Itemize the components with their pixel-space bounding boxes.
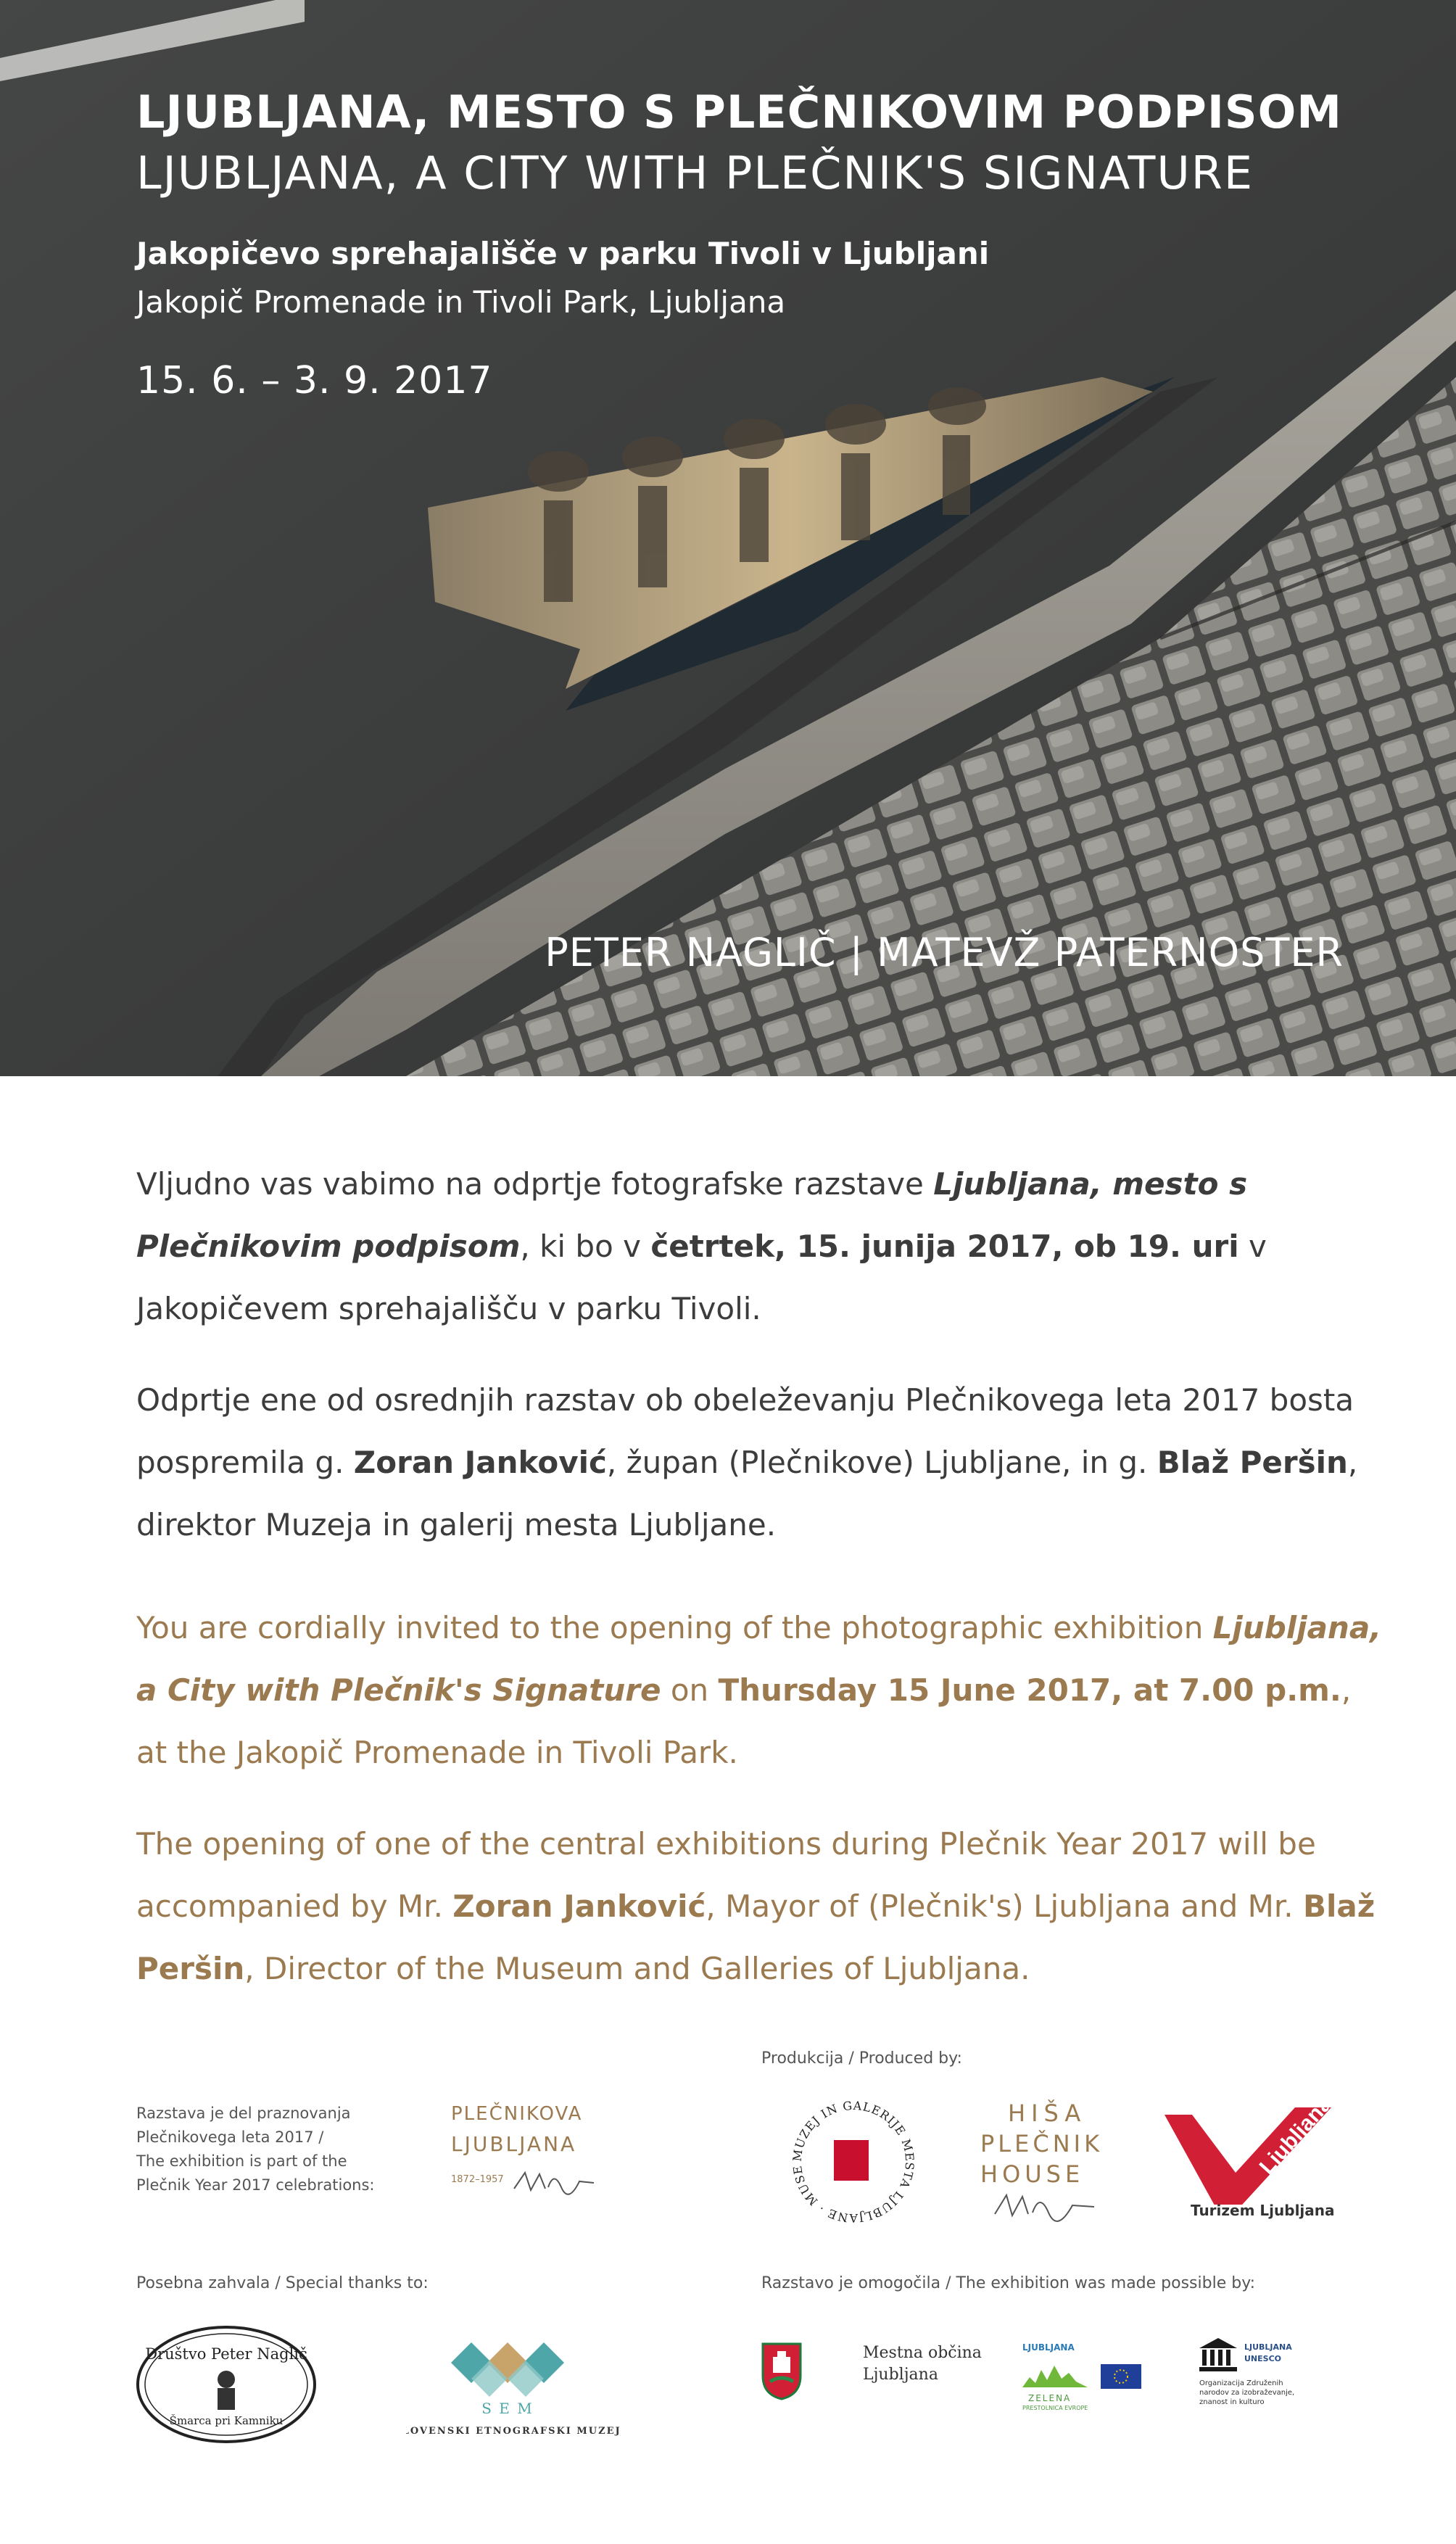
sem-name: SLOVENSKI ETNOGRAFSKI MUZEJ (406, 2426, 621, 2437)
venue-slovene: Jakopičevo sprehajališče v parku Tivoli v Ljubljani (136, 236, 990, 271)
zelena-mid: ZELENA (1028, 2393, 1072, 2403)
exhibition-title: Ljubljana, mesto s Plečnikovim podpisom (136, 1166, 1248, 1264)
invitation-english (136, 1597, 1383, 1784)
zelena-prestolnica-logo (1022, 2342, 1153, 2415)
mol-crest-logo (761, 2342, 802, 2400)
logo-line: PLEČNIKOVA (451, 2103, 583, 2125)
produced-by-caption: Produkcija / Produced by: (761, 2049, 962, 2068)
zelena-top: LJUBLJANA (1022, 2342, 1075, 2353)
mol-line2: Ljubljana (863, 2366, 938, 2384)
mgml-logo (758, 2100, 948, 2223)
note-line: Razstava je del praznovanja (136, 2105, 351, 2122)
speakers-english (136, 1813, 1383, 2000)
hisa-plecnik-logo (980, 2099, 1125, 2223)
drustvo-oval-icon (135, 2324, 318, 2445)
plecnikova-ljubljana-logo (451, 2103, 596, 2205)
logo-line: HOUSE (980, 2160, 1085, 2188)
caption-line: znanost in kulturo (1199, 2398, 1265, 2406)
text-run: The opening of one of the central exhibitions during Plečnik Year 2017 will be accompanied by Mr. (136, 1826, 1316, 1924)
plecnik-signature-icon (510, 2167, 597, 2196)
ljubljana-v-icon (1160, 2103, 1349, 2205)
invitation-slovene (136, 1153, 1383, 1340)
note-line: Plečnikovega leta 2017 / (136, 2128, 324, 2146)
unesco-line1: LJUBLJANA (1244, 2342, 1292, 2352)
unesco-city-of-literature-logo (1196, 2337, 1334, 2431)
mgml-ring-icon (758, 2100, 948, 2223)
text-run: , direktor Muzeja in galerij mesta Ljubljane. (136, 1445, 1358, 1542)
speaker-name: Zoran Janković (452, 1888, 706, 1924)
drustvo-bottom-text: Šmarca pri Kamniku (169, 2414, 284, 2427)
speaker-name: Zoran Janković (353, 1445, 607, 1480)
title-english: LJUBLJANA, A CITY WITH PLEČNIK'S SIGNATURE (136, 146, 1254, 199)
unesco-caption (1199, 2379, 1294, 2407)
opening-datetime: Thursday 15 June 2017, at 7.00 p.m. (718, 1672, 1341, 1708)
note-line: The exhibition is part of the (136, 2152, 347, 2170)
speaker-name: Blaž Peršin (1157, 1445, 1348, 1480)
text-run: You are cordially invited to the opening of the photographic exhibition (136, 1610, 1213, 1645)
sem-diamonds-icon (406, 2328, 638, 2437)
exhibition-title: Ljubljana, a City with Plečnik's Signature (136, 1610, 1382, 1708)
exhibition-dates: 15. 6. – 3. 9. 2017 (136, 359, 493, 402)
text-run: Vljudno vas vabimo na odprtje fotografske razstave (136, 1166, 934, 1202)
text-run: on (661, 1672, 719, 1708)
turizem-caption: Turizem Ljubljana (1191, 2202, 1335, 2219)
text-run: , Mayor of (Plečnik's) Ljubljana and Mr. (706, 1888, 1304, 1924)
text-run: , ki bo v (520, 1228, 651, 1264)
opening-datetime: četrtek, 15. junija 2017, ob 19. uri (650, 1228, 1239, 1264)
speakers-slovene (136, 1369, 1383, 1556)
ljubljana-crest-icon (761, 2342, 802, 2400)
logo-line: PLEČNIK (980, 2130, 1104, 2157)
text-run: , župan (Plečnikove) Ljubljane, in g. (606, 1445, 1157, 1480)
drustvo-peter-naglic-logo (135, 2324, 318, 2445)
title-slovene: LJUBLJANA, MESTO S PLEČNIKOVIM PODPISOM (136, 86, 1342, 139)
note-line: Plečnik Year 2017 celebrations: (136, 2176, 375, 2194)
logo-years: 1872–1957 (451, 2174, 504, 2185)
text-run: v Jakopičevem sprehajališču v parku Tivoli. (136, 1228, 1267, 1326)
logo-line: LJUBLJANA (451, 2132, 577, 2156)
text-run: , Director of the Museum and Galleries of Ljubljana. (244, 1951, 1030, 1986)
unesco-line2: UNESCO (1244, 2354, 1281, 2363)
part-of-note (136, 2102, 375, 2197)
mol-line1: Mestna občina (863, 2344, 982, 2362)
sem-logo (406, 2328, 638, 2437)
special-thanks-caption: Posebna zahvala / Special thanks to: (136, 2274, 429, 2292)
skyline-icon (1022, 2355, 1088, 2392)
text-run: Odprtje ene od osrednjih razstav ob obeleževanju Plečnikovega leta 2017 bosta pospremila g. (136, 1382, 1354, 1480)
venue-english: Jakopič Promenade in Tivoli Park, Ljubljana (136, 284, 786, 320)
turizem-word: Ljubljana (1254, 2103, 1337, 2179)
eu-flag-icon (1101, 2364, 1141, 2389)
sem-abbr: S E M (481, 2400, 534, 2417)
zelena-bottom: PRESTOLNICA EVROPE (1022, 2405, 1088, 2411)
logo-line: HIŠA (1008, 2099, 1087, 2127)
drustvo-top-text: Društvo Peter Naglič (145, 2345, 307, 2363)
plecnik-signature-icon (989, 2188, 1098, 2223)
made-possible-caption: Razstavo je omogočila / The exhibition was made possible by: (761, 2274, 1256, 2292)
unesco-temple-icon (1196, 2337, 1240, 2373)
mgml-ring-text: MUZEJ IN GALERIJE MESTA LJUBLJANE · MUSE (790, 2100, 917, 2223)
caption-line: narodov za izobraževanje, (1199, 2389, 1295, 2397)
speaker-name: Blaž Peršin (136, 1888, 1376, 1986)
text-run: , at the Jakopič Promenade in Tivoli Park. (136, 1672, 1352, 1770)
hero-photo (0, 0, 1456, 1076)
photographers: PETER NAGLIČ | MATEVŽ PATERNOSTER (545, 930, 1344, 975)
turizem-ljubljana-logo (1160, 2103, 1349, 2226)
caption-line: Organizacija Združenih (1199, 2379, 1283, 2387)
